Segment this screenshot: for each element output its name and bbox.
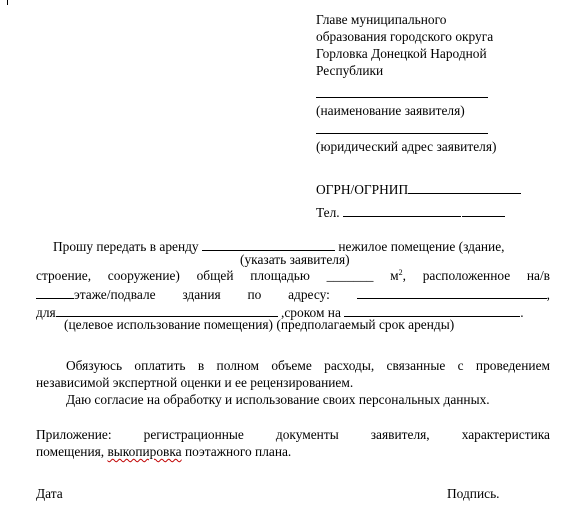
purpose-field[interactable]	[56, 304, 278, 317]
square-superscript: 2	[398, 268, 403, 277]
request-intro: Прошу передать в аренду	[53, 239, 199, 254]
applicant-address-caption: (юридический адрес заявителя)	[316, 139, 497, 154]
addressee-line-2: образования городского округа	[316, 29, 494, 44]
tenant-field[interactable]	[202, 238, 335, 251]
phone-row	[316, 204, 505, 221]
caption-use: (целевое использование помещения)	[64, 317, 274, 332]
applicant-name-field[interactable]	[316, 85, 488, 102]
date-label: Дата	[36, 486, 63, 501]
address-field[interactable]	[357, 286, 547, 299]
request-line-4: для ,сроком на .	[36, 305, 524, 320]
addressee-line-1: Главе муниципального	[316, 12, 447, 27]
ogrn-field[interactable]	[408, 181, 521, 194]
consent-line: Даю согласие на обработку и использование своих персональных данных.	[66, 392, 490, 407]
phone-field[interactable]	[343, 204, 461, 217]
floor-field[interactable]	[36, 286, 74, 299]
term-field[interactable]	[344, 304, 520, 317]
request-captions	[64, 317, 454, 333]
page-edge-mark	[7, 0, 8, 5]
addressee-line-3: Горловка Донецкой Народной	[316, 46, 487, 61]
specify-caption: (указать заявителя)	[240, 252, 350, 267]
phone-field-ext[interactable]	[462, 204, 505, 217]
attachment-line-2: помещения, выкопировка поэтажного плана.	[36, 444, 292, 459]
applicant-address-field[interactable]	[316, 121, 488, 138]
spellcheck-word: выкопировка	[107, 444, 182, 459]
obligation-line-1: Обязуюсь оплатить в полном объеме расходы, связанные с проведением	[66, 358, 550, 373]
addressee-line-4: Республики	[316, 63, 384, 78]
request-line-2: строение, сооружение) общей площадью _______ $м^2$, расположенное на/в	[36, 268, 550, 283]
caption-term: (предполагаемый срок аренды)	[276, 317, 455, 332]
ogrn-row	[316, 181, 521, 198]
signature-label: Подпись.	[447, 486, 500, 501]
obligation-line-2: независимой экспертной оценки и ее рецензированием.	[36, 375, 354, 390]
request-line-3: этаже/подвале здания по адресу: ,	[36, 286, 550, 303]
request-after-blank: нежилое помещение (здание,	[338, 239, 505, 254]
phone-label: Тел.	[316, 205, 340, 220]
attachment-line-1: Приложение: регистрационные документы заявителя, характеристика	[36, 427, 550, 442]
ogrn-label: ОГРН/ОГРНИП	[316, 182, 409, 197]
applicant-name-caption: (наименование заявителя)	[316, 103, 465, 118]
